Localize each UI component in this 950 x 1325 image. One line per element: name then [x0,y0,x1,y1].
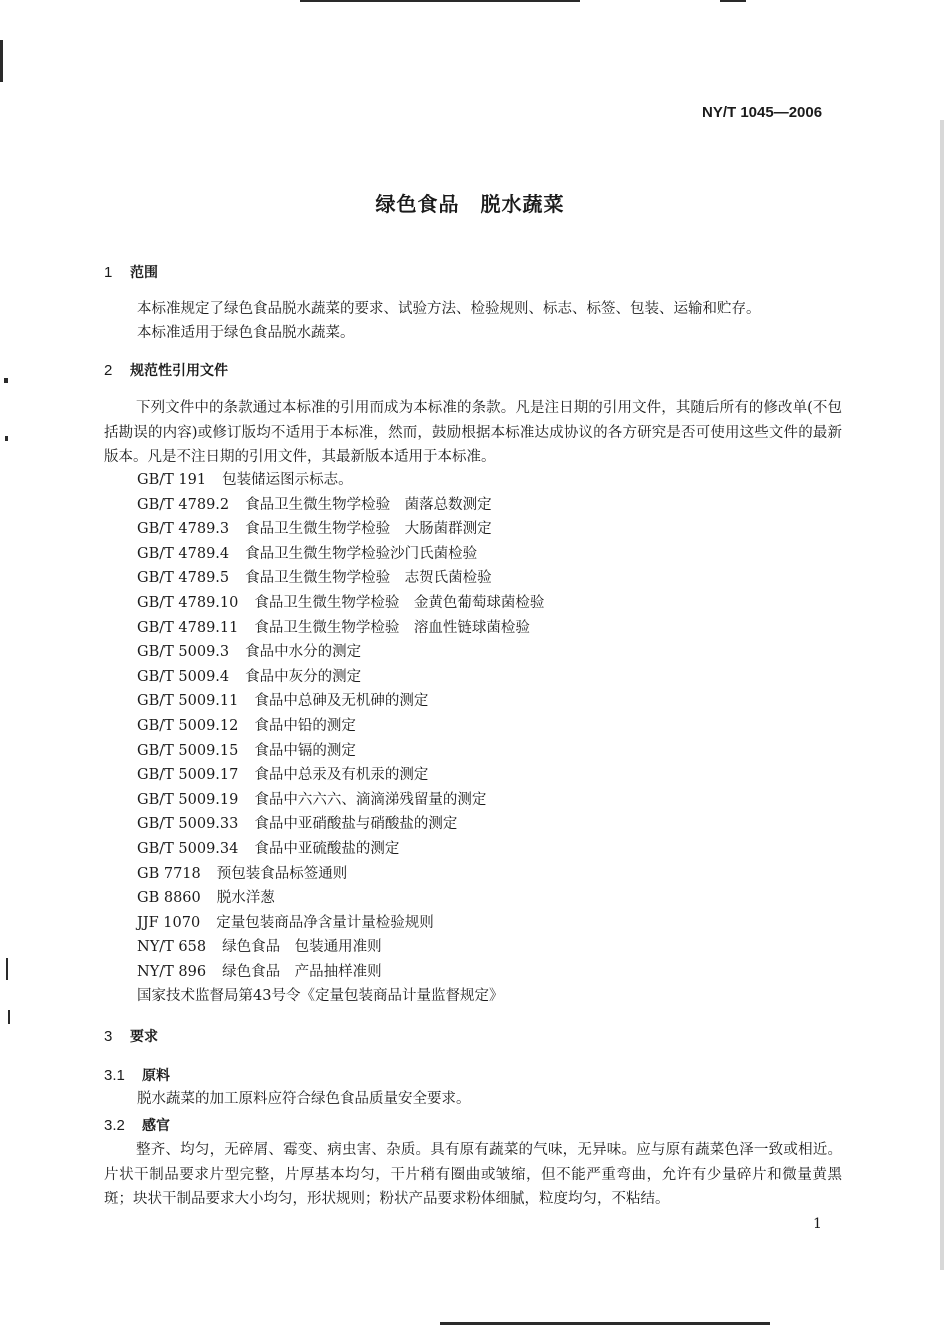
scan-mark [5,436,8,441]
section-3-2-paragraph: 整齐、均匀，无碎屑、霉变、病虫害、杂质。具有原有蔬菜的气味，无异味。应与原有蔬菜色泽一致或相近。片状干制品要求片型完整，片厚基本均匀，干片稍有圈曲或皱缩，但不能严重弯曲，允许有少量碎片和微量黄黑斑；块状干制品要求大小均匀，形状规则；粉状产品要求粉体细腻，粒度均匀，不粘结。 [104,1142,842,1207]
reference-code: GB/T 5009.11 [137,693,239,710]
reference-code: GB/T 4789.4 [137,545,230,562]
reference-code: GB 8860 [137,890,201,907]
scan-mark [8,1010,10,1024]
reference-title: 食品中水分的测定 [245,644,362,661]
section-3-1-heading [104,1065,170,1085]
reference-code: NY/T 896 [137,963,207,980]
reference-item [137,935,544,960]
reference-title: 食品中总汞及有机汞的测定 [254,767,429,784]
reference-title: 绿色食品 包装通用准则 [222,939,382,956]
reference-title: 食品卫生微生物学检验 金黄色葡萄球菌检验 [254,594,545,611]
page-title: 绿色食品 脱水蔬菜 [375,192,565,216]
reference-title: 国家技术监督局第43号令《定量包装商品计量监督规定》 [137,988,504,1005]
reference-title: 食品卫生微生物学检验沙门氏菌检验 [245,545,478,562]
reference-title: 食品卫生微生物学检验 大肠菌群测定 [245,521,492,538]
section-1-paragraph: 本标准规定了绿色食品脱水蔬菜的要求、试验方法、检验规则、标志、标签、包装、运输和贮存。 [137,301,761,317]
section-3-1-paragraph: 脱水蔬菜的加工原料应符合绿色食品质量安全要求。 [137,1091,471,1107]
reference-item [137,640,544,665]
scan-mark [720,0,746,2]
reference-title: 食品卫生微生物学检验 菌落总数测定 [245,496,492,513]
reference-item [137,812,544,837]
reference-code: GB/T 4789.11 [137,619,239,636]
scan-mark [0,40,3,82]
reference-title: 包装储运图示标志。 [222,472,353,488]
reference-item [137,739,544,764]
reference-title: 绿色食品 产品抽样准则 [222,963,382,980]
section-3-heading [104,1026,158,1046]
section-1-heading [104,262,158,282]
scan-mark [4,378,8,383]
reference-title: 食品中镉的测定 [254,742,356,759]
reference-item [137,616,544,641]
section-number: 3.2 [104,1117,125,1134]
reference-item [137,714,544,739]
reference-item [137,788,544,813]
reference-code: GB/T 5009.34 [137,840,239,857]
reference-title: 脱水洋葱 [216,890,275,907]
reference-code: GB/T 5009.17 [137,767,239,784]
section-number: 1 [104,264,113,281]
reference-item [137,837,544,862]
reference-item [137,493,544,518]
reference-title: 食品中铅的测定 [254,717,356,734]
reference-code: NY/T 658 [137,939,207,956]
scan-mark [6,958,8,980]
reference-title: 食品中亚硫酸盐的测定 [254,840,400,857]
reference-code: GB/T 4789.2 [137,496,230,513]
reference-code: GB/T 5009.3 [137,644,230,661]
reference-item [137,591,544,616]
reference-code: GB/T 4789.5 [137,570,230,587]
page-number: 1 [813,1216,822,1232]
reference-code: GB/T 5009.4 [137,668,230,685]
reference-title: 食品中总砷及无机砷的测定 [254,693,429,710]
section-number: 3.1 [104,1067,125,1084]
section-number: 2 [104,362,113,379]
standard-code: NY/T 1045—2006 [702,104,823,121]
reference-item [137,763,544,788]
reference-title: 食品中六六六、滴滴涕残留量的测定 [254,791,487,808]
section-3-2-heading [104,1115,170,1135]
reference-title: 食品卫生微生物学检验 溶血性链球菌检验 [254,619,530,636]
reference-item [137,517,544,542]
reference-item [137,984,544,1009]
section-title: 范围 [130,265,158,281]
section-number: 3 [104,1028,113,1045]
reference-item [137,689,544,714]
reference-item [137,911,544,936]
section-title: 原料 [142,1068,170,1084]
reference-code: GB/T 5009.15 [137,742,239,759]
reference-item [137,862,544,887]
reference-item [137,960,544,985]
reference-title: 食品中亚硝酸盐与硝酸盐的测定 [254,816,458,833]
reference-code: GB 7718 [137,865,201,882]
section-title: 规范性引用文件 [130,363,228,379]
reference-title: 预包装食品标签通则 [216,865,348,882]
reference-code: GB/T 5009.12 [137,717,239,734]
reference-item [137,665,544,690]
reference-code: GB/T 5009.33 [137,816,239,833]
reference-code: GB/T 5009.19 [137,791,239,808]
reference-item [137,542,544,567]
section-2-intro: 下列文件中的条款通过本标准的引用而成为本标准的条款。凡是注日期的引用文件，其随后所有的修改单(不包括勘误的内容)或修订版均不适用于本标准，然而，鼓励根据本标准达成协议的各方研究是否可使用这些文件的最新版本。凡是不注日期的引用文件，其最新版本适用于本标准。 [104,400,842,465]
section-title: 感官 [142,1118,170,1134]
reference-code: GB/T 191 [137,472,207,488]
section-title: 要求 [130,1029,158,1045]
reference-list [137,468,544,1009]
section-1-paragraph: 本标准适用于绿色食品脱水蔬菜。 [137,325,355,341]
reference-item [137,566,544,591]
scan-mark [940,120,944,1270]
reference-item [137,468,544,493]
reference-item [137,886,544,911]
reference-title: 食品卫生微生物学检验 志贺氏菌检验 [245,570,492,587]
reference-code: JJF 1070 [137,914,201,931]
scan-mark [300,0,580,2]
reference-title: 食品中灰分的测定 [245,668,362,685]
section-2-heading [104,360,228,380]
reference-title: 定量包装商品净含量计量检验规则 [216,914,434,931]
reference-code: GB/T 4789.3 [137,521,230,538]
reference-code: GB/T 4789.10 [137,594,239,611]
